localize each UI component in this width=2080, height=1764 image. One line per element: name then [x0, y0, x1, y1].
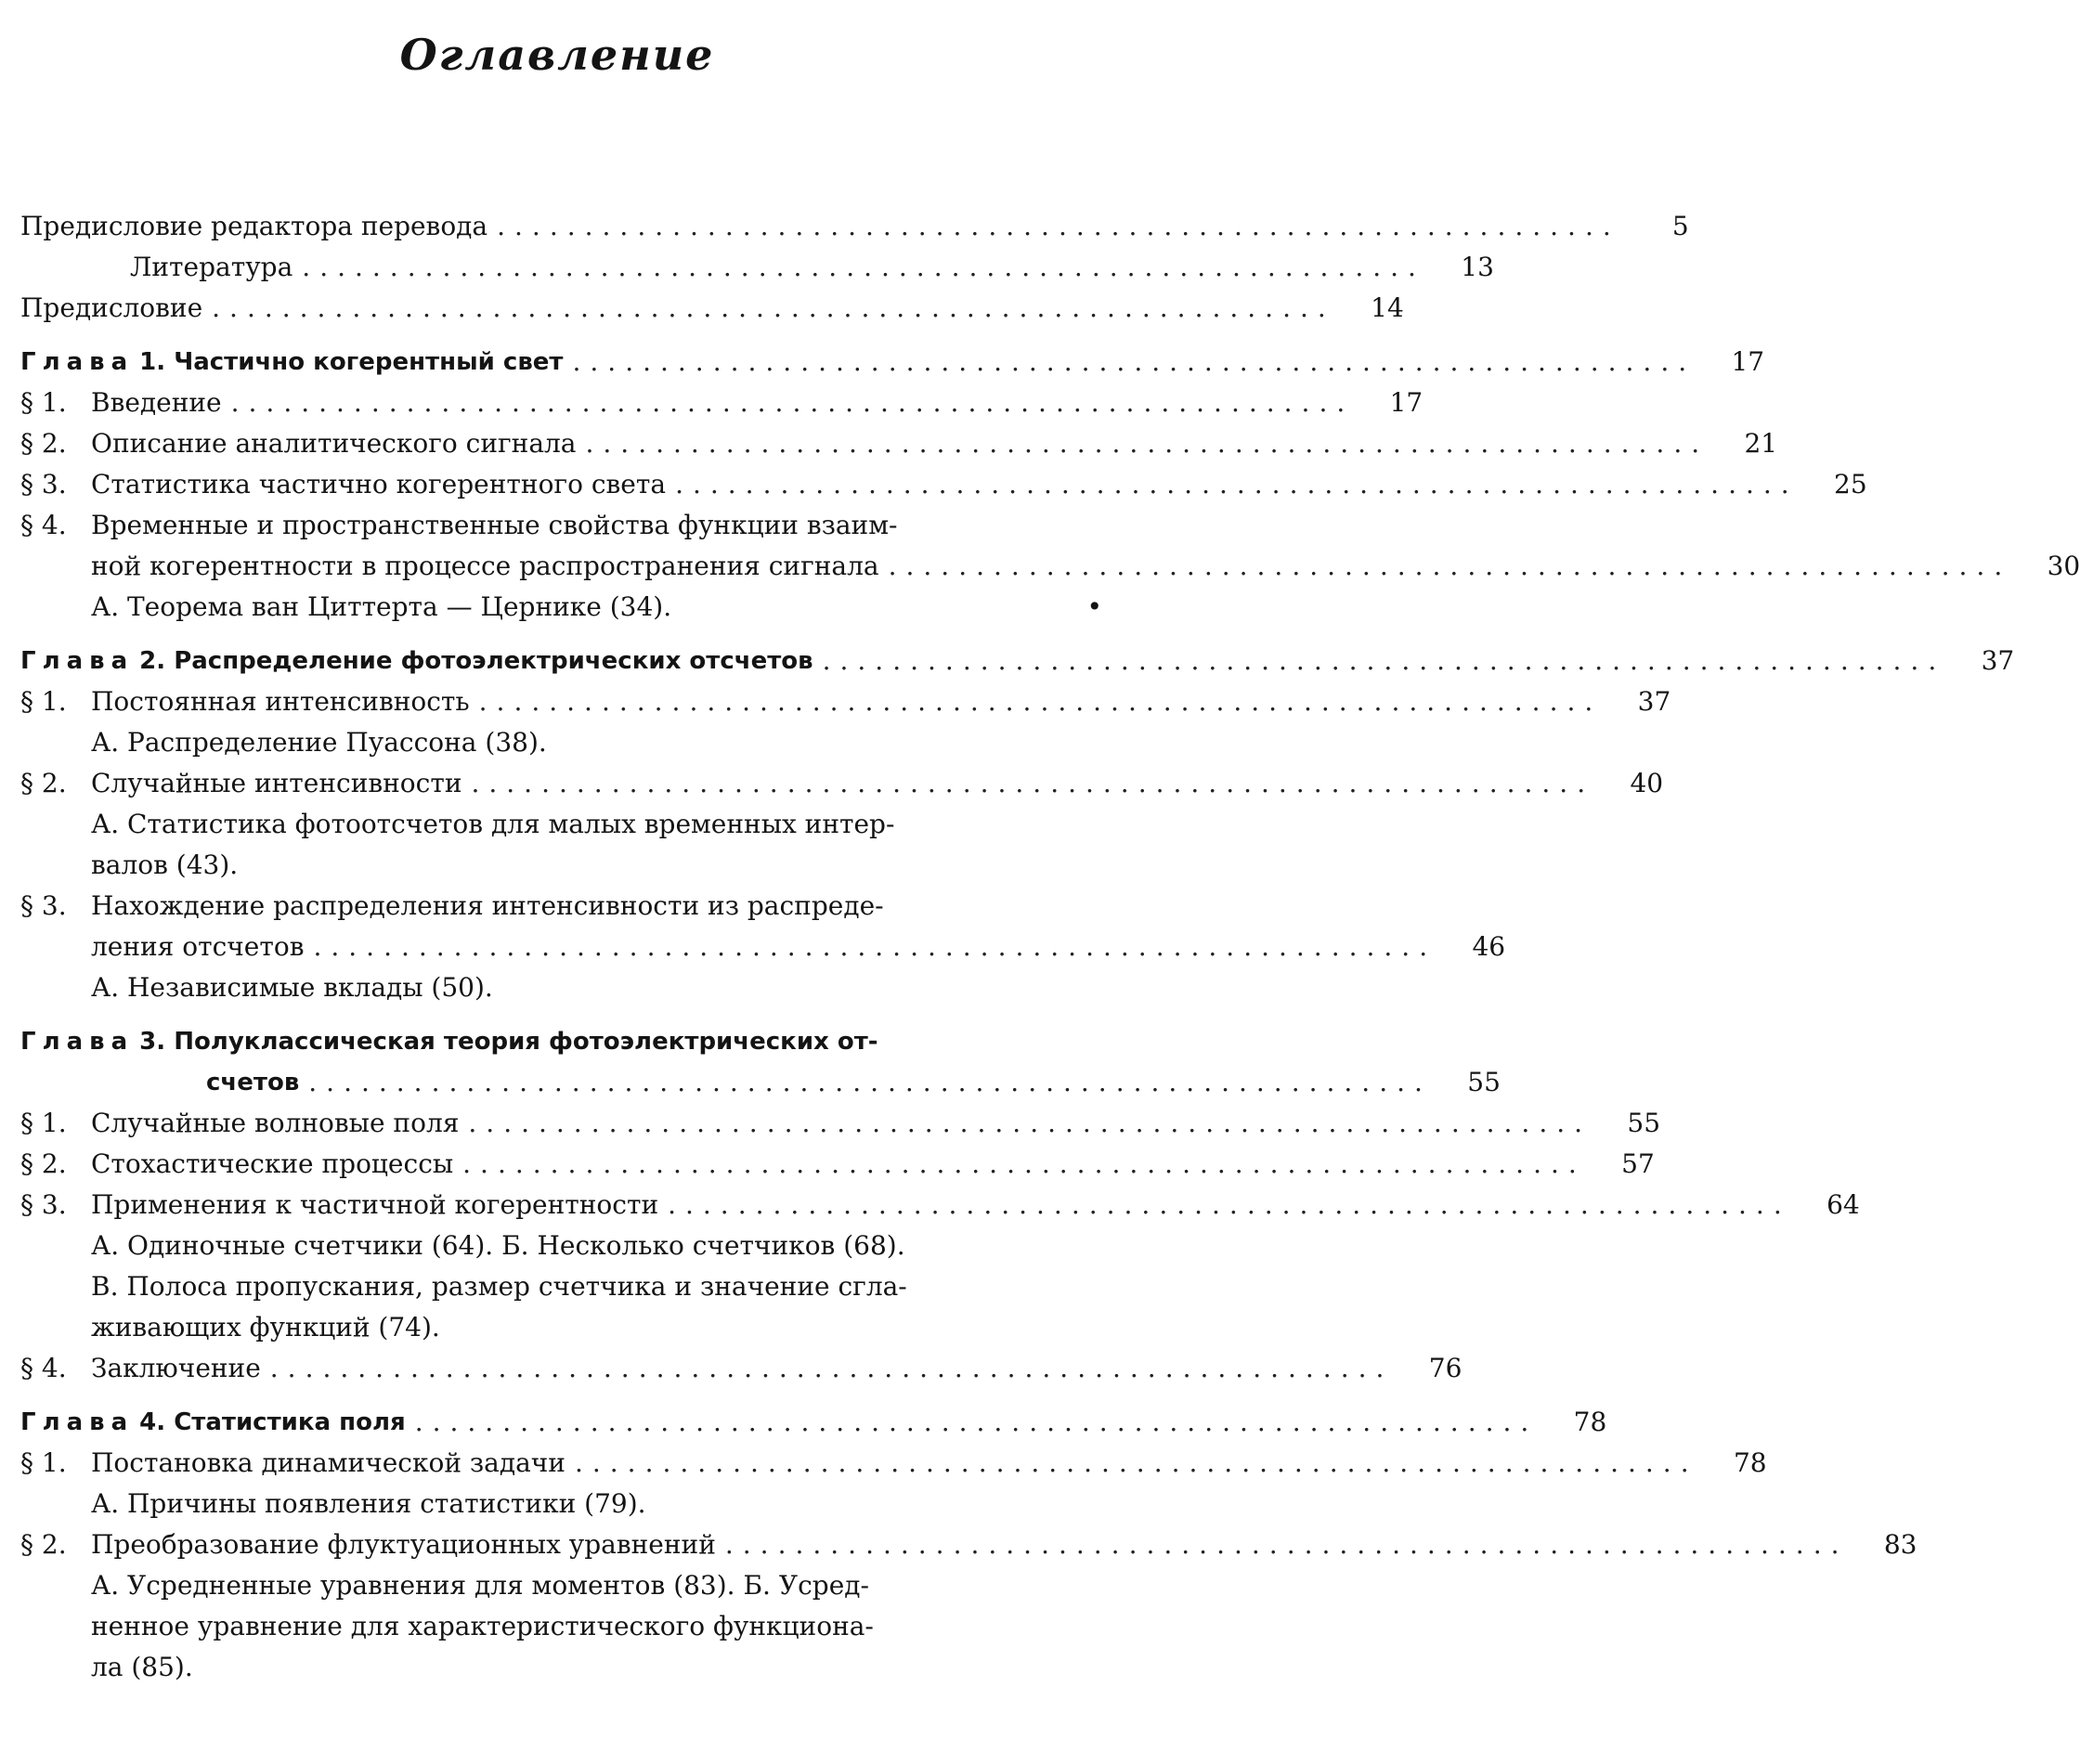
- entry-label-line: ной когерентности в процессе распространения сигнала: [91, 551, 879, 581]
- chapter-heading[interactable]: Глава 2. Распределение фотоэлектрических отсчетов ................................................................ 37: [20, 641, 1102, 681]
- page-number: 46: [1472, 931, 1506, 962]
- section-number: § 1.: [20, 387, 67, 418]
- subsection-label-line: А. Статистика фотоотсчетов для малых временных интер-: [91, 809, 895, 839]
- page-number: 40: [1630, 768, 1664, 798]
- entry-label-line: Временные и пространственные свойства функции взаим-: [91, 510, 898, 540]
- page-number: 17: [1389, 387, 1424, 418]
- toc-entry[interactable]: § 1. Случайные волновые поля ................................................................ 55: [20, 1103, 1102, 1144]
- entry-label: Постоянная интенсивность: [91, 686, 470, 717]
- entry-label-line: ления отсчетов: [91, 931, 305, 962]
- page-number: 78: [1733, 1447, 1767, 1478]
- subsection-entry-continued[interactable]: [20, 1647, 1102, 1688]
- section-number: § 4.: [20, 510, 67, 540]
- entry-label: Введение: [91, 387, 222, 418]
- section-number: § 3.: [20, 890, 67, 921]
- section-number: § 1.: [20, 1108, 67, 1138]
- page-number: 76: [1428, 1353, 1462, 1383]
- table-of-contents: [20, 206, 2080, 1688]
- toc-entry[interactable]: Предисловие редактора перевода ................................................................ 5: [20, 206, 1102, 247]
- bullet-marker: •: [1086, 591, 1102, 622]
- page-number: 83: [1883, 1529, 1918, 1560]
- page-number: 25: [1834, 469, 1867, 499]
- section-number: § 2.: [20, 1148, 67, 1179]
- page-number: 14: [1371, 292, 1404, 323]
- chapter-title-line: Полуклассическая теория фотоэлектрических от-: [174, 1028, 878, 1056]
- page-number: 78: [1573, 1407, 1607, 1437]
- toc-entry[interactable]: § 1. Постановка динамической задачи ................................................................ 78: [20, 1443, 1102, 1484]
- entry-label: Преобразование флуктуационных уравнений: [91, 1529, 716, 1560]
- section-number: § 1.: [20, 686, 67, 717]
- toc-entry[interactable]: § 2. Описание аналитического сигнала ................................................................ 21: [20, 423, 1102, 464]
- section-number: § 3.: [20, 469, 67, 499]
- subsection-label-line: ненное уравнение для характеристического функциона-: [91, 1611, 874, 1641]
- subsection-entry[interactable]: [20, 967, 1102, 1008]
- entry-label: Случайные интенсивности: [91, 768, 462, 798]
- chapter-number: 1.: [139, 348, 166, 376]
- page-title: Оглавление: [399, 30, 715, 80]
- entry-label: Применения к частичной когерентности: [91, 1189, 659, 1220]
- page-number: 30: [2047, 551, 2080, 581]
- chapter-title: Распределение фотоэлектрических отсчетов: [174, 647, 813, 675]
- page-number: 13: [1461, 252, 1494, 282]
- chapter-number: 4.: [139, 1408, 166, 1436]
- entry-label-line: Нахождение распределения интенсивности из распреде-: [91, 890, 884, 921]
- toc-entry[interactable]: § 3. Применения к частичной когерентности ................................................................ 64: [20, 1185, 1102, 1226]
- toc-entry-continued[interactable]: ления отсчетов ................................................................ 46: [20, 927, 1102, 967]
- page-number: 37: [1981, 645, 2015, 676]
- toc-entry[interactable]: § 2. Случайные интенсивности ................................................................ 40: [20, 763, 1102, 804]
- toc-entry[interactable]: § 1. Введение ................................................................ 17: [20, 383, 1102, 423]
- section-number: § 3.: [20, 1189, 67, 1220]
- chapter-title: Статистика поля: [174, 1408, 406, 1436]
- page-number: 55: [1627, 1108, 1661, 1138]
- chapter-number: 2.: [139, 647, 166, 675]
- toc-entry[interactable]: § 1. Постоянная интенсивность ................................................................ 37: [20, 681, 1102, 722]
- section-number: § 4.: [20, 1353, 67, 1383]
- toc-entry[interactable]: [20, 505, 1102, 546]
- chapter-title-line: счетов: [206, 1069, 300, 1096]
- subsection-entry[interactable]: [20, 722, 1102, 763]
- chapter-word: Глава: [20, 647, 135, 675]
- page-number: 17: [1731, 346, 1765, 377]
- subsection-entry[interactable]: [20, 1484, 1102, 1524]
- toc-entry[interactable]: § 2. Стохастические процессы ................................................................ 57: [20, 1144, 1102, 1185]
- page-number: 5: [1671, 211, 1689, 241]
- page-number: 37: [1637, 686, 1671, 717]
- chapter-word: Глава: [20, 1028, 135, 1056]
- subsection-label: А. Теорема ван Циттерта — Цернике (34).: [91, 591, 672, 622]
- subsection-entry[interactable]: [20, 1226, 1102, 1266]
- entry-label: Предисловие: [20, 292, 203, 323]
- section-number: § 2.: [20, 1529, 67, 1560]
- page-number: 21: [1744, 428, 1778, 459]
- toc-entry-continued[interactable]: ной когерентности в процессе распространения сигнала ................................................................ 30: [20, 546, 1102, 587]
- entry-label: Предисловие редактора перевода: [20, 211, 488, 241]
- subsection-label-line: ла (85).: [91, 1652, 193, 1682]
- entry-label: Описание аналитического сигнала: [91, 428, 577, 459]
- subsection-entry[interactable]: [20, 1565, 1102, 1606]
- subsection-label-line: В. Полоса пропускания, размер счетчика и значение сгла-: [91, 1271, 907, 1302]
- subsection-entry[interactable]: [20, 804, 1102, 845]
- toc-entry[interactable]: § 2. Преобразование флуктуационных уравнений ................................................................ 83: [20, 1524, 1102, 1565]
- subsection-label-line: А. Усредненные уравнения для моментов (83). Б. Усред-: [91, 1570, 869, 1601]
- entry-label: Литература: [130, 252, 293, 282]
- chapter-word: Глава: [20, 348, 135, 376]
- section-number: § 2.: [20, 428, 67, 459]
- section-number: § 1.: [20, 1447, 67, 1478]
- chapter-word: Глава: [20, 1408, 135, 1436]
- subsection-entry-continued[interactable]: [20, 845, 1102, 886]
- chapter-title: Частично когерентный свет: [174, 348, 564, 376]
- page-number: 57: [1621, 1148, 1655, 1179]
- subsection-label-line: валов (43).: [91, 850, 239, 880]
- section-number: § 2.: [20, 768, 67, 798]
- entry-label: Стохастические процессы: [91, 1148, 454, 1179]
- entry-label: Случайные волновые поля: [91, 1108, 460, 1138]
- chapter-heading[interactable]: Глава 4. Статистика поля ................................................................ 78: [20, 1402, 1102, 1443]
- subsection-label-line: живающих функций (74).: [91, 1312, 440, 1342]
- subsection-label: А. Распределение Пуассона (38).: [91, 727, 547, 758]
- toc-entry[interactable]: [20, 886, 1102, 927]
- chapter-heading[interactable]: Глава 1. Частично когерентный свет ................................................................ 17: [20, 342, 1102, 383]
- chapter-heading[interactable]: [20, 1021, 1102, 1062]
- subsection-entry-continued[interactable]: [20, 1606, 1102, 1647]
- subsection-entry[interactable]: [20, 587, 1102, 628]
- entry-label: Статистика частично когерентного света: [91, 469, 667, 499]
- subsection-label: А. Независимые вклады (50).: [91, 972, 493, 1003]
- toc-entry[interactable]: § 4. Заключение ................................................................ 76: [20, 1348, 1102, 1389]
- subsection-entry-continued[interactable]: [20, 1266, 1102, 1307]
- page-number: 64: [1826, 1189, 1860, 1220]
- toc-entry[interactable]: Предисловие ................................................................ 14: [20, 288, 1102, 329]
- subsection-label: А. Причины появления статистики (79).: [91, 1488, 646, 1519]
- entry-label: Постановка динамической задачи: [91, 1447, 566, 1478]
- chapter-heading-continued[interactable]: счетов ................................................................ 55: [20, 1062, 1102, 1103]
- entry-label: Заключение: [91, 1353, 261, 1383]
- chapter-number: 3.: [139, 1028, 166, 1056]
- toc-entry[interactable]: Литература ................................................................ 13: [20, 247, 1102, 288]
- subsection-entry-continued[interactable]: [20, 1307, 1102, 1348]
- page-number: 55: [1467, 1067, 1501, 1097]
- toc-entry[interactable]: § 3. Статистика частично когерентного света ................................................................ 25: [20, 464, 1102, 505]
- subsection-label-line: А. Одиночные счетчики (64). Б. Несколько счетчиков (68).: [91, 1230, 905, 1261]
